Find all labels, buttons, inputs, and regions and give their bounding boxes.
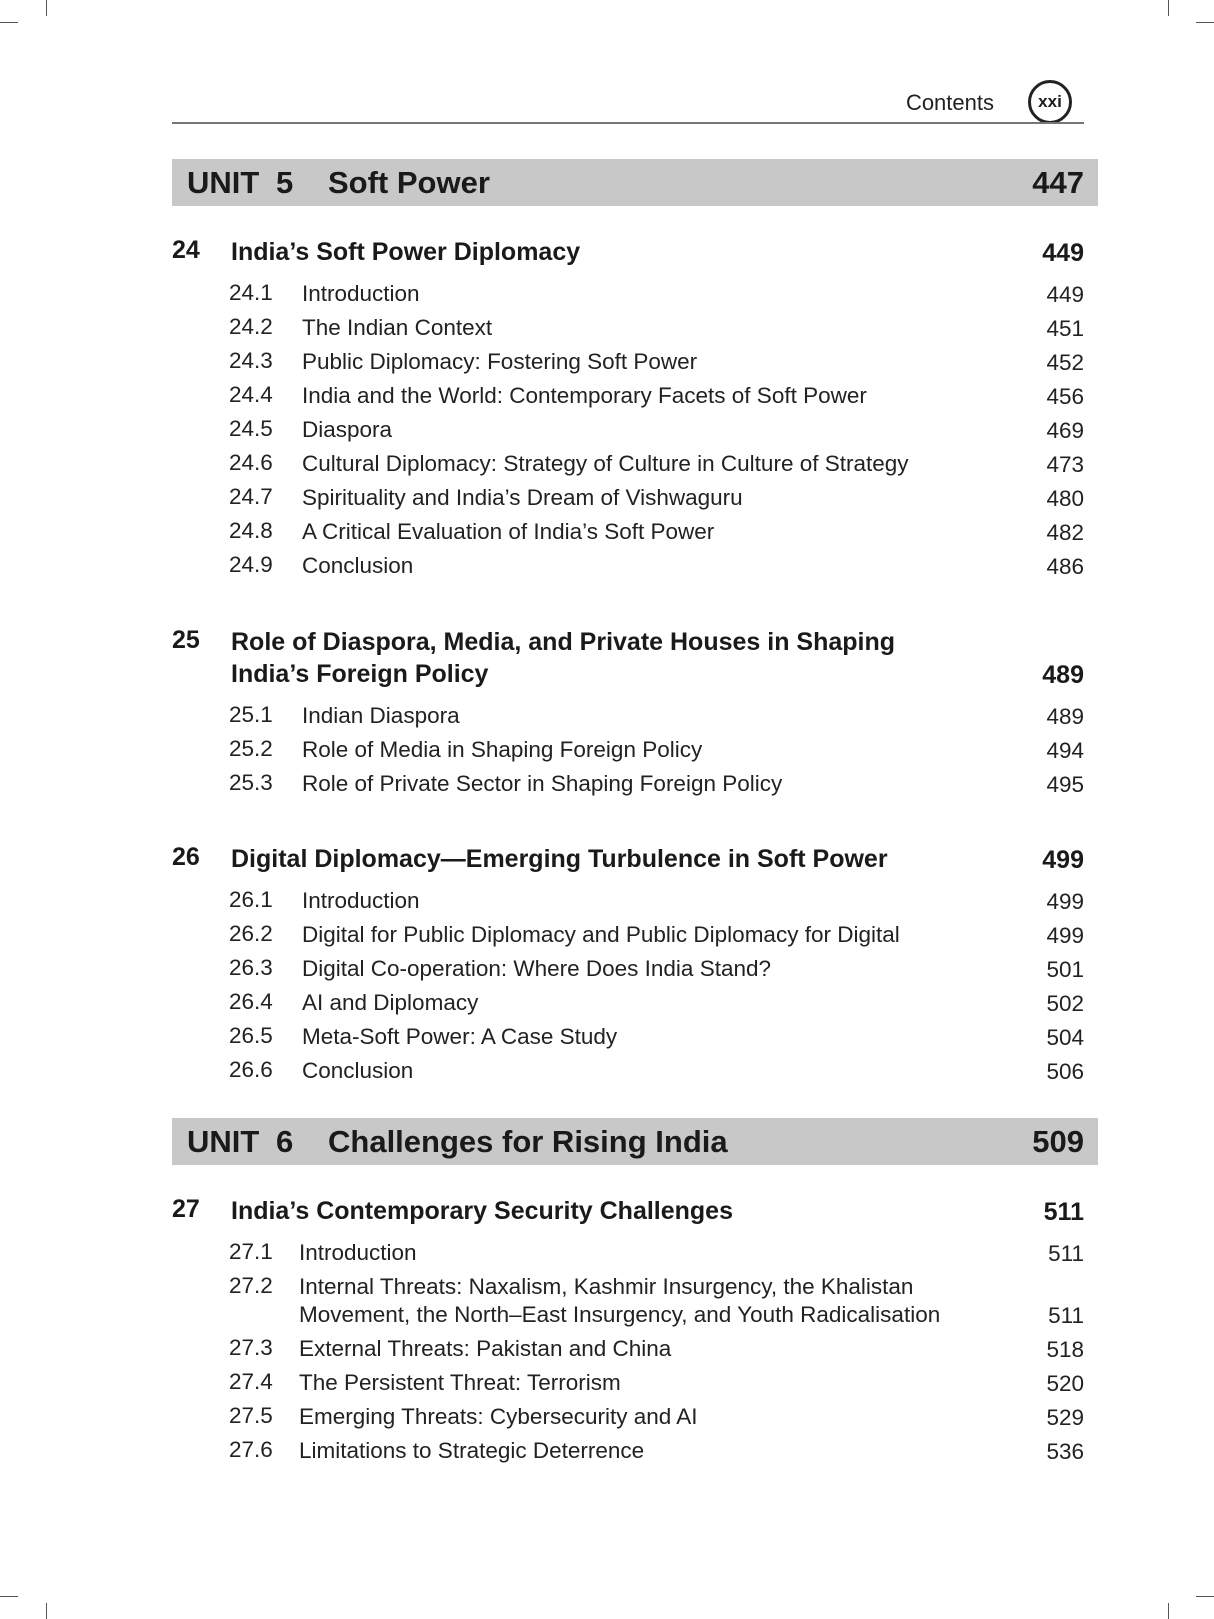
section-title: Introduction xyxy=(299,1240,417,1265)
section-number: 25.2 xyxy=(229,736,273,761)
section-page: 529 xyxy=(1046,1405,1084,1430)
section-entry[interactable] xyxy=(229,484,1084,512)
running-header-title: Contents xyxy=(905,90,994,115)
section-entry[interactable] xyxy=(229,1369,1084,1397)
unit-label: UNIT xyxy=(187,1124,260,1159)
section-number: 25.3 xyxy=(229,770,273,795)
section-page: 506 xyxy=(1046,1059,1084,1084)
section-entry[interactable] xyxy=(229,552,1084,580)
section-number: 26.2 xyxy=(229,921,273,946)
crop-mark xyxy=(46,1603,47,1619)
chapter-title: India’s Contemporary Security Challenges xyxy=(231,1197,733,1225)
section-entry[interactable] xyxy=(229,1273,1084,1329)
section-number: 26.4 xyxy=(229,989,273,1014)
section-page: 473 xyxy=(1046,452,1084,477)
chapter-entry[interactable] xyxy=(172,626,1084,690)
section-title-line: Movement, the North–East Insurgency, and Youth Radicalisation xyxy=(299,1302,941,1327)
section-title: Diaspora xyxy=(302,417,393,442)
section-title: Digital Co-operation: Where Does India Stand? xyxy=(302,956,772,981)
section-entry[interactable] xyxy=(229,280,1084,308)
section-title: Cultural Diplomacy: Strategy of Culture in Culture of Strategy xyxy=(302,451,909,476)
section-page: 469 xyxy=(1046,418,1084,443)
section-title: Introduction xyxy=(302,888,420,913)
section-number: 26.1 xyxy=(229,887,273,912)
crop-mark xyxy=(1196,1596,1214,1597)
section-entry[interactable] xyxy=(229,1403,1084,1431)
section-title: Meta-Soft Power: A Case Study xyxy=(302,1024,618,1049)
section-number: 24.9 xyxy=(229,552,273,577)
section-title: Limitations to Strategic Deterrence xyxy=(299,1438,645,1463)
section-entry[interactable] xyxy=(229,348,1084,376)
section-number: 24.7 xyxy=(229,484,273,509)
section-page: 520 xyxy=(1046,1371,1084,1396)
header-rule xyxy=(172,122,1084,124)
section-page: 511 xyxy=(1048,1303,1084,1328)
section-number: 27.5 xyxy=(229,1403,273,1428)
section-title: India and the World: Contemporary Facets of Soft Power xyxy=(302,383,867,408)
chapter-page: 499 xyxy=(1042,846,1084,874)
section-entry[interactable] xyxy=(229,1057,1084,1085)
section-title: Indian Diaspora xyxy=(302,703,460,728)
section-page: 502 xyxy=(1046,991,1084,1016)
section-number: 24.6 xyxy=(229,450,273,475)
section-page: 494 xyxy=(1046,738,1084,763)
chapter-number: 25 xyxy=(172,626,200,654)
section-title: The Persistent Threat: Terrorism xyxy=(299,1370,621,1395)
section-title: Conclusion xyxy=(302,1058,414,1083)
crop-mark xyxy=(1168,1603,1169,1619)
chapter-title-line: India’s Foreign Policy xyxy=(231,660,489,688)
section-page: 482 xyxy=(1046,520,1084,545)
section-number: 26.3 xyxy=(229,955,273,980)
unit-title: Soft Power xyxy=(328,165,490,200)
chapter-page: 489 xyxy=(1042,661,1084,689)
chapter-title: Digital Diplomacy—Emerging Turbulence in Soft Power xyxy=(231,845,888,873)
section-page: 511 xyxy=(1048,1241,1084,1266)
chapter-number: 24 xyxy=(172,236,200,264)
section-number: 24.5 xyxy=(229,416,273,441)
section-number: 27.1 xyxy=(229,1239,273,1264)
section-entry[interactable] xyxy=(229,1437,1084,1465)
section-entry[interactable] xyxy=(229,450,1084,478)
section-page: 486 xyxy=(1046,554,1084,579)
section-entry[interactable] xyxy=(229,702,1084,730)
section-title: AI and Diplomacy xyxy=(302,990,479,1015)
section-page: 501 xyxy=(1046,957,1084,982)
section-entry[interactable] xyxy=(229,518,1084,546)
chapter-entry[interactable] xyxy=(172,843,1084,875)
section-title: Emerging Threats: Cybersecurity and AI xyxy=(299,1404,698,1429)
section-title xyxy=(299,1273,1019,1329)
unit-page: 447 xyxy=(1032,165,1084,200)
section-number: 27.2 xyxy=(229,1273,273,1298)
section-page: 495 xyxy=(1046,772,1084,797)
section-entry[interactable] xyxy=(229,1239,1084,1267)
unit-heading[interactable] xyxy=(172,159,1098,206)
chapter-entry[interactable] xyxy=(172,236,1084,268)
section-title: External Threats: Pakistan and China xyxy=(299,1336,672,1361)
section-page: 449 xyxy=(1046,282,1084,307)
section-title: Conclusion xyxy=(302,553,414,578)
section-page: 536 xyxy=(1046,1439,1084,1464)
chapter-page: 449 xyxy=(1042,239,1084,267)
section-number: 26.6 xyxy=(229,1057,273,1082)
section-entry[interactable] xyxy=(229,1023,1084,1051)
section-number: 24.2 xyxy=(229,314,273,339)
section-entry[interactable] xyxy=(229,770,1084,798)
section-title: Spirituality and India’s Dream of Vishwaguru xyxy=(302,485,743,510)
page-number-badge: xxi xyxy=(1028,80,1072,124)
section-title: Role of Private Sector in Shaping Foreign Policy xyxy=(302,771,783,796)
section-title: The Indian Context xyxy=(302,315,493,340)
section-entry[interactable] xyxy=(229,989,1084,1017)
section-entry[interactable] xyxy=(229,887,1084,915)
unit-label: UNIT xyxy=(187,165,260,200)
section-page: 489 xyxy=(1046,704,1084,729)
crop-mark xyxy=(1196,22,1214,23)
unit-title: Challenges for Rising India xyxy=(328,1124,728,1159)
section-title-line: Internal Threats: Naxalism, Kashmir Insurgency, the Khalistan xyxy=(299,1274,914,1299)
chapter-number: 26 xyxy=(172,843,200,871)
section-number: 27.6 xyxy=(229,1437,273,1462)
section-title: Role of Media in Shaping Foreign Policy xyxy=(302,737,703,762)
crop-mark xyxy=(0,1596,18,1597)
section-page: 452 xyxy=(1046,350,1084,375)
section-page: 480 xyxy=(1046,486,1084,511)
section-title: Introduction xyxy=(302,281,420,306)
chapter-number: 27 xyxy=(172,1195,200,1223)
section-entry[interactable] xyxy=(229,955,1084,983)
section-number: 24.1 xyxy=(229,280,273,305)
section-number: 26.5 xyxy=(229,1023,273,1048)
unit-number: 5 xyxy=(276,165,294,200)
chapter-page: 511 xyxy=(1043,1198,1084,1226)
section-page: 518 xyxy=(1046,1337,1084,1362)
crop-mark xyxy=(46,0,47,16)
section-number: 24.8 xyxy=(229,518,273,543)
section-page: 499 xyxy=(1046,923,1084,948)
unit-number: 6 xyxy=(276,1124,294,1159)
section-number: 25.1 xyxy=(229,702,273,727)
section-entry[interactable] xyxy=(229,921,1084,949)
section-title: Public Diplomacy: Fostering Soft Power xyxy=(302,349,698,374)
section-page: 451 xyxy=(1046,316,1084,341)
section-number: 27.4 xyxy=(229,1369,273,1394)
section-entry[interactable] xyxy=(229,382,1084,410)
unit-page: 509 xyxy=(1032,1124,1084,1159)
section-number: 24.3 xyxy=(229,348,273,373)
crop-mark xyxy=(1168,0,1169,16)
crop-mark xyxy=(0,22,18,23)
section-page: 456 xyxy=(1046,384,1084,409)
unit-heading[interactable] xyxy=(172,1118,1098,1165)
chapter-entry[interactable] xyxy=(172,1195,1084,1227)
chapter-title: India’s Soft Power Diplomacy xyxy=(231,238,581,266)
section-title: Digital for Public Diplomacy and Public Diplomacy for Digital xyxy=(302,922,900,947)
section-entry[interactable] xyxy=(229,1335,1084,1363)
section-title: A Critical Evaluation of India’s Soft Power xyxy=(302,519,715,544)
chapter-title xyxy=(231,626,1001,690)
section-entry[interactable] xyxy=(229,416,1084,444)
section-page: 499 xyxy=(1046,889,1084,914)
section-number: 24.4 xyxy=(229,382,273,407)
chapter-title-line: Role of Diaspora, Media, and Private Houses in Shaping xyxy=(231,628,896,656)
section-entry[interactable] xyxy=(229,314,1084,342)
section-number: 27.3 xyxy=(229,1335,273,1360)
section-page: 504 xyxy=(1046,1025,1084,1050)
running-header xyxy=(172,78,1084,126)
section-entry[interactable] xyxy=(229,736,1084,764)
